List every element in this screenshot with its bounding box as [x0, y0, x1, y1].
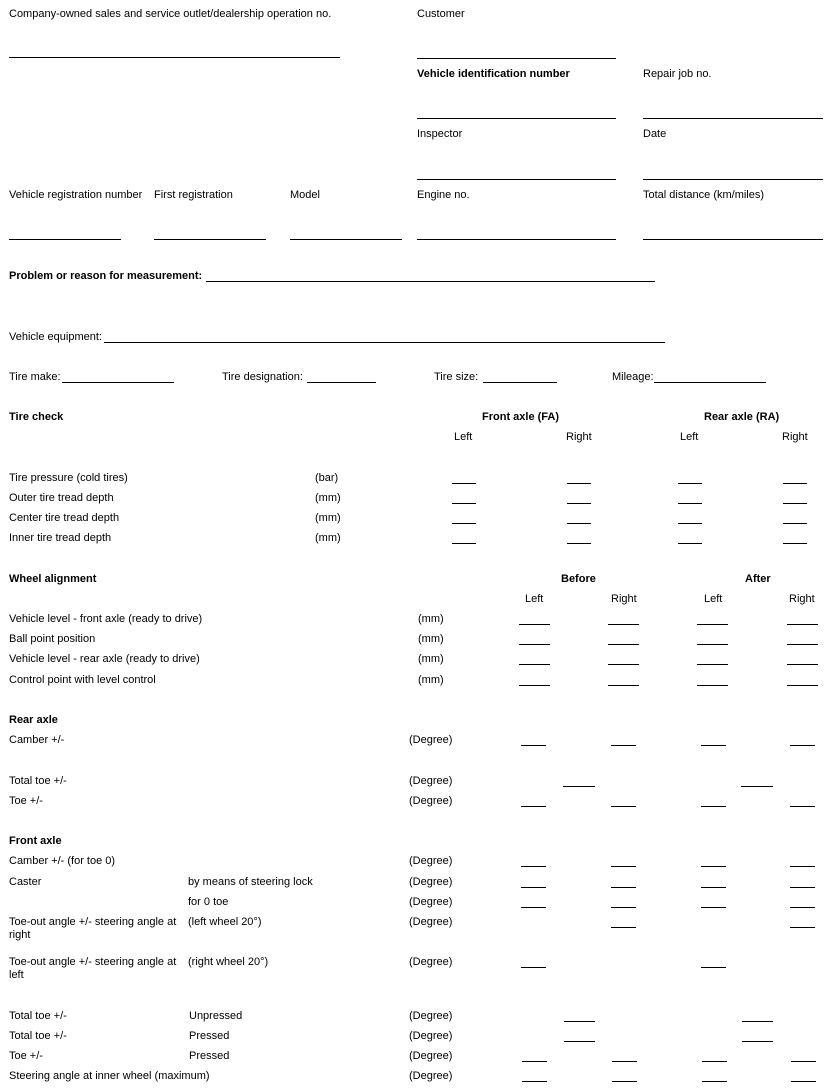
after-right-field[interactable] [787, 685, 818, 686]
after-left-field[interactable] [697, 664, 728, 665]
front-axle-header: Front axle (FA) [482, 411, 560, 423]
first-registration-field[interactable] [154, 239, 266, 240]
after-left-field[interactable] [701, 806, 726, 807]
before-right-field[interactable] [608, 685, 639, 686]
fa-right-field[interactable] [567, 543, 591, 544]
after-right-field[interactable] [791, 1081, 816, 1082]
before-right-field[interactable] [608, 624, 639, 625]
tire-row-label: Outer tire tread depth [9, 492, 114, 504]
before-left-field[interactable] [519, 685, 550, 686]
before-left-field[interactable] [521, 907, 546, 908]
rear-axle-title: Rear axle [9, 714, 58, 726]
first-registration-label: First registration [154, 189, 233, 201]
before-left-field[interactable] [521, 866, 546, 867]
tire-size-label: Tire size: [434, 371, 479, 383]
before-left-field[interactable] [522, 1061, 547, 1062]
after-total-field[interactable] [741, 786, 773, 787]
after-left-field[interactable] [697, 624, 728, 625]
fa-left-field[interactable] [452, 483, 476, 484]
front-row-unit: (Degree) [409, 1030, 453, 1042]
date-field[interactable] [643, 179, 823, 180]
front-row-unit: (Degree) [409, 1070, 453, 1082]
after-left-field[interactable] [702, 1081, 727, 1082]
before-total-field[interactable] [563, 786, 595, 787]
before-total-field[interactable] [564, 1021, 595, 1022]
distance-field[interactable] [643, 239, 823, 240]
tire-size-field[interactable] [483, 382, 557, 383]
before-total-field[interactable] [564, 1041, 595, 1042]
alignment-row-label: Vehicle level - rear axle (ready to drive) [9, 653, 200, 665]
registration-field[interactable] [9, 239, 121, 240]
ra-right-field[interactable] [783, 543, 807, 544]
inspector-field[interactable] [417, 179, 616, 180]
before-header: Before [561, 573, 596, 585]
vin-field[interactable] [417, 118, 616, 119]
before-left-field[interactable] [521, 745, 546, 746]
front-row-unit: (Degree) [409, 876, 453, 888]
tire-row-unit: (mm) [315, 512, 341, 524]
front-row-sub: for 0 toe [188, 896, 229, 908]
customer-field[interactable] [417, 58, 616, 59]
after-left-field[interactable] [701, 887, 726, 888]
date-label: Date [643, 128, 667, 140]
mileage-field[interactable] [654, 382, 766, 383]
after-right-field[interactable] [787, 624, 818, 625]
problem-field[interactable] [206, 281, 655, 282]
mileage-label: Mileage: [612, 371, 654, 383]
after-total-field[interactable] [742, 1021, 773, 1022]
tire-make-label: Tire make: [9, 371, 61, 383]
alignment-row-unit: (mm) [418, 653, 444, 665]
alignment-row-label: Vehicle level - front axle (ready to drive) [9, 613, 203, 625]
engine-field[interactable] [417, 239, 616, 240]
before-left-header: Left [525, 593, 544, 605]
after-left-field[interactable] [701, 907, 726, 908]
front-row-sub: Pressed [189, 1050, 230, 1062]
rear-row-label: Camber +/- [9, 734, 65, 746]
tire-make-field[interactable] [62, 382, 174, 383]
before-right-field[interactable] [612, 1061, 637, 1062]
ra-right-header: Right [782, 431, 808, 443]
problem-label: Problem or reason for measurement: [9, 270, 203, 282]
ra-left-header: Left [680, 431, 699, 443]
registration-label: Vehicle registration number [9, 189, 143, 201]
before-left-field[interactable] [519, 664, 550, 665]
after-left-field[interactable] [702, 1061, 727, 1062]
repair-job-label: Repair job no. [643, 68, 712, 80]
before-right-field[interactable] [611, 887, 636, 888]
after-left-field[interactable] [701, 967, 726, 968]
fa-left-header: Left [454, 431, 473, 443]
before-left-field[interactable] [519, 644, 550, 645]
tire-row-label: Inner tire tread depth [9, 532, 112, 544]
before-right-field[interactable] [611, 745, 636, 746]
fa-right-field[interactable] [567, 503, 591, 504]
front-row-unit: (Degree) [409, 956, 453, 968]
after-right-field[interactable] [787, 664, 818, 665]
after-right-field[interactable] [787, 644, 818, 645]
equipment-field[interactable] [104, 342, 665, 343]
outlet-label: Company-owned sales and service outlet/dealership operation no. [9, 8, 332, 20]
ra-left-field[interactable] [678, 483, 702, 484]
customer-label: Customer [417, 8, 465, 20]
front-row-label: Total toe +/- [9, 1010, 67, 1022]
after-right-header: Right [789, 593, 815, 605]
fa-left-field[interactable] [452, 523, 476, 524]
tire-row-unit: (bar) [315, 472, 339, 484]
before-right-field[interactable] [611, 907, 636, 908]
ra-left-field[interactable] [678, 523, 702, 524]
ra-right-field[interactable] [783, 523, 807, 524]
ra-left-field[interactable] [678, 543, 702, 544]
before-right-header: Right [611, 593, 637, 605]
model-label: Model [290, 189, 320, 201]
front-row-sub: (left wheel 20°) [188, 916, 262, 928]
alignment-row-label: Control point with level control [9, 674, 156, 686]
front-row-unit: (Degree) [409, 916, 453, 928]
alignment-row-unit: (mm) [418, 633, 444, 645]
after-left-field[interactable] [701, 866, 726, 867]
front-row-label: Caster [9, 876, 42, 888]
ra-left-field[interactable] [678, 503, 702, 504]
front-row-sub: (right wheel 20°) [188, 956, 269, 968]
after-right-field[interactable] [790, 907, 815, 908]
fa-left-field[interactable] [452, 503, 476, 504]
after-total-field[interactable] [742, 1041, 773, 1042]
rear-row-label: Total toe +/- [9, 775, 67, 787]
front-row-label: Steering angle at inner wheel (maximum) [9, 1070, 210, 1082]
inspector-label: Inspector [417, 128, 463, 140]
rear-row-unit: (Degree) [409, 795, 453, 807]
front-row-label: Total toe +/- [9, 1030, 67, 1042]
tire-designation-label: Tire designation: [222, 371, 303, 383]
front-row-label: Toe-out angle +/- steering angle at right [9, 916, 177, 941]
after-right-field[interactable] [790, 927, 815, 928]
fa-right-header: Right [566, 431, 592, 443]
front-row-unit: (Degree) [409, 855, 453, 867]
alignment-row-label: Ball point position [9, 633, 96, 645]
front-row-unit: (Degree) [409, 1050, 453, 1062]
before-left-field[interactable] [521, 967, 546, 968]
before-left-field[interactable] [522, 1081, 547, 1082]
tire-check-title: Tire check [9, 411, 64, 423]
after-left-field[interactable] [697, 644, 728, 645]
before-left-field[interactable] [519, 624, 550, 625]
tire-row-label: Tire pressure (cold tires) [9, 472, 128, 484]
fa-right-field[interactable] [567, 483, 591, 484]
fa-right-field[interactable] [567, 523, 591, 524]
outlet-field[interactable] [9, 57, 340, 58]
after-right-field[interactable] [790, 887, 815, 888]
front-row-unit: (Degree) [409, 896, 453, 908]
before-right-field[interactable] [611, 866, 636, 867]
fa-left-field[interactable] [452, 543, 476, 544]
engine-label: Engine no. [417, 189, 470, 201]
after-left-header: Left [704, 593, 723, 605]
front-axle-title: Front axle [9, 835, 62, 847]
tire-row-label: Center tire tread depth [9, 512, 120, 524]
wheel-alignment-title: Wheel alignment [9, 573, 97, 585]
after-right-field[interactable] [790, 866, 815, 867]
before-left-field[interactable] [521, 887, 546, 888]
before-right-field[interactable] [608, 644, 639, 645]
after-left-field[interactable] [701, 745, 726, 746]
after-left-field[interactable] [697, 685, 728, 686]
rear-row-unit: (Degree) [409, 734, 453, 746]
alignment-row-unit: (mm) [418, 674, 444, 686]
rear-row-unit: (Degree) [409, 775, 453, 787]
ra-right-field[interactable] [783, 503, 807, 504]
front-row-sub: Pressed [189, 1030, 230, 1042]
tire-row-unit: (mm) [315, 532, 341, 544]
tire-row-unit: (mm) [315, 492, 341, 504]
front-row-sub: Unpressed [189, 1010, 243, 1022]
after-right-field[interactable] [791, 1061, 816, 1062]
equipment-label: Vehicle equipment: [9, 331, 102, 343]
after-right-field[interactable] [790, 745, 815, 746]
alignment-row-unit: (mm) [418, 613, 444, 625]
ra-right-field[interactable] [783, 483, 807, 484]
before-right-field[interactable] [608, 664, 639, 665]
after-right-field[interactable] [790, 806, 815, 807]
before-right-field[interactable] [611, 927, 636, 928]
front-row-label: Toe +/- [9, 1050, 43, 1062]
front-row-unit: (Degree) [409, 1010, 453, 1022]
front-row-sub: by means of steering lock [188, 876, 313, 888]
before-right-field[interactable] [611, 806, 636, 807]
tire-designation-field[interactable] [307, 382, 376, 383]
distance-label: Total distance (km/miles) [643, 189, 765, 201]
after-header: After [745, 573, 771, 585]
rear-row-label: Toe +/- [9, 795, 43, 807]
repair-job-field[interactable] [643, 118, 823, 119]
before-left-field[interactable] [521, 806, 546, 807]
front-row-label: Camber +/- (for toe 0) [9, 855, 116, 867]
rear-axle-header: Rear axle (RA) [704, 411, 780, 423]
vin-label: Vehicle identification number [417, 68, 570, 80]
front-row-label: Toe-out angle +/- steering angle at left [9, 956, 177, 981]
before-right-field[interactable] [612, 1081, 637, 1082]
model-field[interactable] [290, 239, 402, 240]
